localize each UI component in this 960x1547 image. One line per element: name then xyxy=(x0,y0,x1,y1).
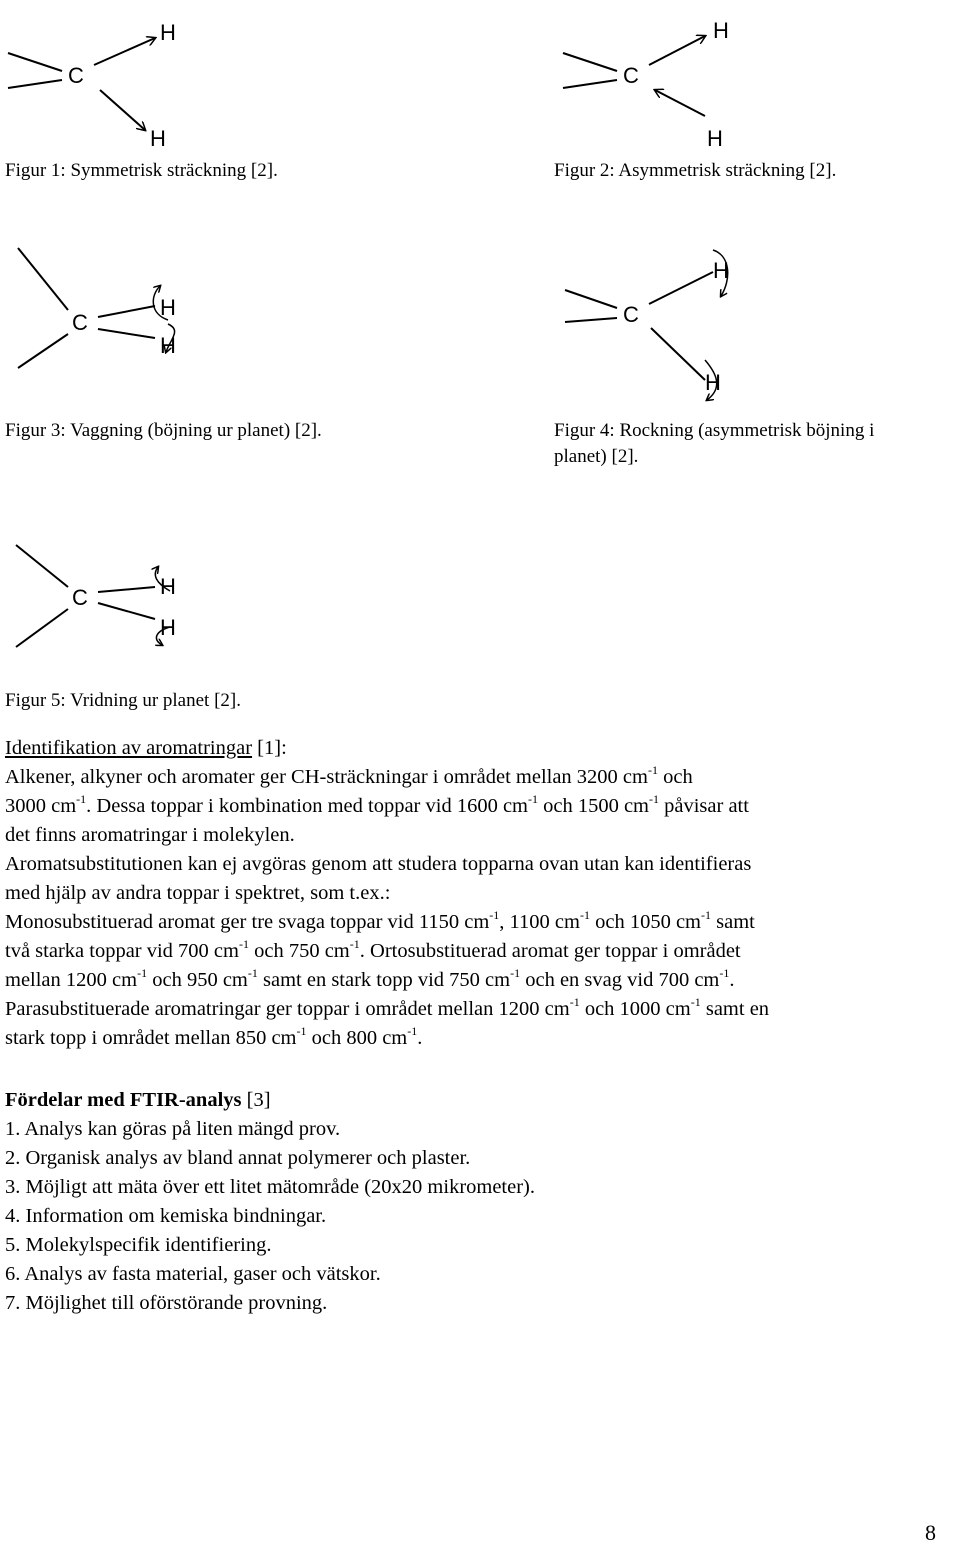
figure-5-caption: Figur 5: Vridning ur planet [2]. xyxy=(5,690,241,711)
text: och 750 cm xyxy=(248,940,350,962)
text: Aromatsubstitutionen kan ej avgöras genom att studera topparna ovan utan kan identifieras xyxy=(5,853,752,875)
figure-4-rocking xyxy=(555,240,755,410)
list-item: 5. Molekylspecifik identifiering. xyxy=(5,1234,272,1256)
figure-3-wagging xyxy=(0,240,200,390)
superscript: -1 xyxy=(238,937,249,951)
paragraph-2 xyxy=(5,850,955,908)
hydrogen-label: H xyxy=(705,370,721,395)
section-heading-text: Identifikation av aromatringar xyxy=(5,737,253,759)
text: och xyxy=(657,766,693,788)
superscript: -1 xyxy=(527,792,538,806)
superscript: -1 xyxy=(690,995,701,1009)
hydrogen-label: H xyxy=(160,20,176,45)
superscript: -1 xyxy=(579,908,590,922)
superscript: -1 xyxy=(510,966,521,980)
section-heading-ref: [3] xyxy=(241,1089,271,1111)
text: samt en stark topp vid 750 cm xyxy=(257,969,511,991)
superscript: -1 xyxy=(489,908,500,922)
superscript: -1 xyxy=(647,763,658,777)
aromatic-identification-section xyxy=(5,734,955,1053)
hydrogen-label: H xyxy=(713,258,729,283)
figure-4-caption-line2: planet) [2]. xyxy=(554,446,639,467)
text: Alkener, alkyner och aromater ger CH-sträckningar i området mellan 3200 cm xyxy=(5,766,648,788)
text: och 950 cm xyxy=(147,969,248,991)
superscript: -1 xyxy=(701,908,711,922)
paragraph-1 xyxy=(5,763,955,850)
text: och 1000 cm xyxy=(579,998,691,1020)
figure-2-asymmetric-stretch xyxy=(555,8,755,158)
hydrogen-label: H xyxy=(160,333,176,358)
hydrogen-label: H xyxy=(160,615,176,640)
text: med hjälp av andra toppar i spektret, som t.ex.: xyxy=(5,882,391,904)
superscript: -1 xyxy=(76,792,87,806)
text: och 1500 cm xyxy=(537,795,650,817)
ftir-advantages-section xyxy=(5,1086,535,1318)
paragraph-3 xyxy=(5,908,955,995)
text: mellan 1200 cm xyxy=(5,969,138,991)
text: och 1050 cm xyxy=(589,911,701,933)
list-item: 7. Möjlighet till oförstörande provning. xyxy=(5,1292,328,1314)
figure-1-caption: Figur 1: Symmetrisk sträckning [2]. xyxy=(5,160,278,181)
hydrogen-label: H xyxy=(160,295,176,320)
text: Monosubstituerad aromat ger tre svaga toppar vid 1150 cm xyxy=(5,911,490,933)
hydrogen-label: H xyxy=(707,126,723,151)
paragraph-4 xyxy=(5,995,955,1053)
text: samt xyxy=(711,911,755,933)
text: två starka toppar vid 700 cm xyxy=(5,940,239,962)
figure-1-symmetric-stretch xyxy=(0,8,200,158)
carbon-label: C xyxy=(72,310,88,335)
text: , 1100 cm xyxy=(499,911,580,933)
text: . xyxy=(417,1027,423,1049)
text: . Ortosubstituerad aromat ger toppar i området xyxy=(359,940,741,962)
hydrogen-label: H xyxy=(150,126,166,151)
text: . xyxy=(729,969,735,991)
section-heading-text: Fördelar med FTIR-analys xyxy=(5,1089,242,1111)
carbon-label: C xyxy=(72,585,88,610)
text: påvisar att xyxy=(659,795,749,817)
list-item: 3. Möjligt att mäta över ett litet mätområde (20x20 mikrometer). xyxy=(5,1176,536,1198)
section-heading-ref: [1]: xyxy=(257,737,287,759)
text: Parasubstituerade aromatringar ger toppar i området mellan 1200 cm xyxy=(5,998,570,1020)
superscript: -1 xyxy=(137,966,148,980)
section-heading xyxy=(5,1086,535,1115)
superscript: -1 xyxy=(349,937,360,951)
carbon-label: C xyxy=(623,63,639,88)
carbon-label: C xyxy=(68,63,84,88)
hydrogen-label: H xyxy=(713,18,729,43)
superscript: -1 xyxy=(407,1024,418,1038)
superscript: -1 xyxy=(296,1024,307,1038)
superscript: -1 xyxy=(719,966,730,980)
list-item: 4. Information om kemiska bindningar. xyxy=(5,1205,327,1227)
page-number: 8 xyxy=(925,1520,936,1545)
hydrogen-label: H xyxy=(160,574,176,599)
superscript: -1 xyxy=(569,995,580,1009)
figure-5-twisting xyxy=(0,535,200,685)
text: . Dessa toppar i kombination med toppar vid 1600 cm xyxy=(86,795,528,817)
text: stark topp i området mellan 850 cm xyxy=(5,1027,297,1049)
figure-4-caption-line1: Figur 4: Rockning (asymmetrisk böjning i xyxy=(554,420,875,441)
text: samt en xyxy=(700,998,770,1020)
text: det finns aromatringar i molekylen. xyxy=(5,824,295,846)
list-item: 2. Organisk analys av bland annat polymerer och plaster. xyxy=(5,1147,471,1169)
superscript: -1 xyxy=(247,966,258,980)
carbon-label: C xyxy=(623,302,639,327)
list-item: 1. Analys kan göras på liten mängd prov. xyxy=(5,1118,341,1140)
superscript: -1 xyxy=(649,792,660,806)
list-item: 6. Analys av fasta material, gaser och vätskor. xyxy=(5,1263,381,1285)
text: och en svag vid 700 cm xyxy=(520,969,720,991)
figure-3-caption: Figur 3: Vaggning (böjning ur planet) [2]. xyxy=(5,420,322,441)
figure-2-caption: Figur 2: Asymmetrisk sträckning [2]. xyxy=(554,160,837,181)
text: 3000 cm xyxy=(5,795,77,817)
section-heading xyxy=(5,734,955,763)
text: och 800 cm xyxy=(306,1027,408,1049)
